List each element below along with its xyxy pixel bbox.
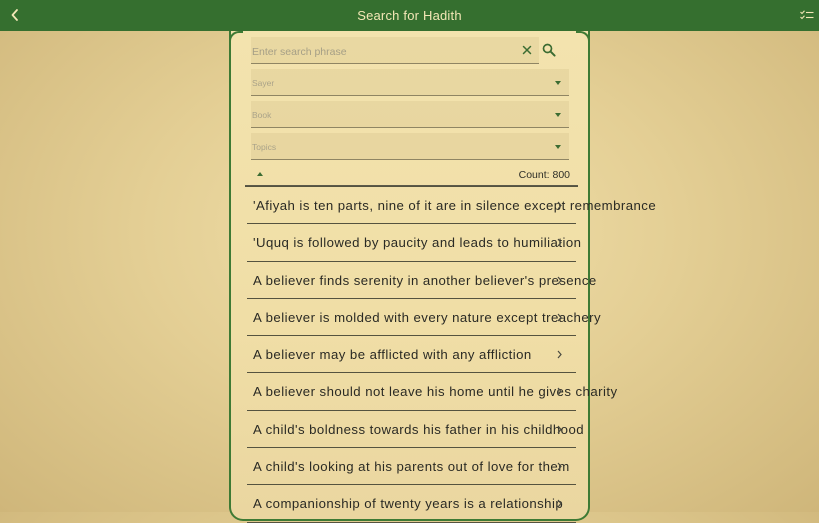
search-input[interactable] <box>251 37 539 63</box>
close-icon[interactable] <box>521 44 533 56</box>
chevron-right-icon <box>556 350 563 359</box>
list-item-title: A child's looking at his parents out of love for them <box>253 459 570 475</box>
list-item-title: A companionship of twenty years is a relationship <box>253 496 564 512</box>
list-item-title: 'Afiyah is ten parts, nine of it are in silence except remembrance <box>253 198 657 213</box>
caret-down-icon <box>555 113 561 117</box>
results-header <box>245 164 578 186</box>
list-item[interactable] <box>245 448 578 485</box>
result-count: Count: 800 <box>518 169 570 181</box>
list-item-title: 'Uquq is followed by paucity and leads to humiliation <box>253 235 582 251</box>
chevron-right-icon <box>556 201 563 210</box>
sayer-dropdown[interactable] <box>251 69 569 96</box>
list-item[interactable] <box>245 299 602 336</box>
list-item-title: A believer is molded with every nature except treachery <box>253 309 602 325</box>
collapse-filters-button[interactable] <box>255 170 265 178</box>
topics-dropdown[interactable] <box>251 133 569 160</box>
chevron-left-icon <box>10 8 20 22</box>
sayer-label: Sayer <box>252 78 275 88</box>
list-item[interactable] <box>245 262 597 299</box>
back-button[interactable] <box>5 5 25 25</box>
caret-down-icon <box>555 81 561 85</box>
list-item[interactable] <box>245 224 582 261</box>
book-label: Book <box>252 110 272 120</box>
topics-label: Topics <box>252 142 277 152</box>
list-item[interactable] <box>245 187 657 224</box>
list-item[interactable] <box>245 411 585 448</box>
list-item-title: A believer should not leave his home until he gives charity <box>253 384 618 400</box>
chevron-right-icon <box>556 499 563 508</box>
list-item-title: A child's boldness towards his father in his childhood <box>253 421 585 437</box>
checklist-icon <box>800 10 814 20</box>
top-app-bar <box>0 0 819 31</box>
search-icon[interactable] <box>542 43 556 57</box>
chevron-right-icon <box>556 276 563 285</box>
filter-list-button[interactable] <box>798 6 816 24</box>
search-panel <box>229 31 657 521</box>
hadith-list <box>245 187 657 523</box>
chevron-right-icon <box>556 387 563 396</box>
list-item[interactable] <box>245 336 578 373</box>
list-item[interactable] <box>245 373 618 410</box>
chevron-right-icon <box>556 238 563 247</box>
caret-up-icon <box>257 172 263 176</box>
chevron-right-icon <box>556 462 563 471</box>
caret-down-icon <box>555 145 561 149</box>
chevron-right-icon <box>556 313 563 322</box>
page-title: Search for Hadith <box>357 8 462 23</box>
list-item-title: A believer finds serenity in another believer's presence <box>253 272 597 288</box>
book-dropdown[interactable] <box>251 101 569 128</box>
chevron-right-icon <box>556 425 563 434</box>
search-field <box>251 37 539 64</box>
list-item[interactable] <box>245 485 578 522</box>
list-item-title: A believer may be afflicted with any affliction <box>253 347 532 363</box>
